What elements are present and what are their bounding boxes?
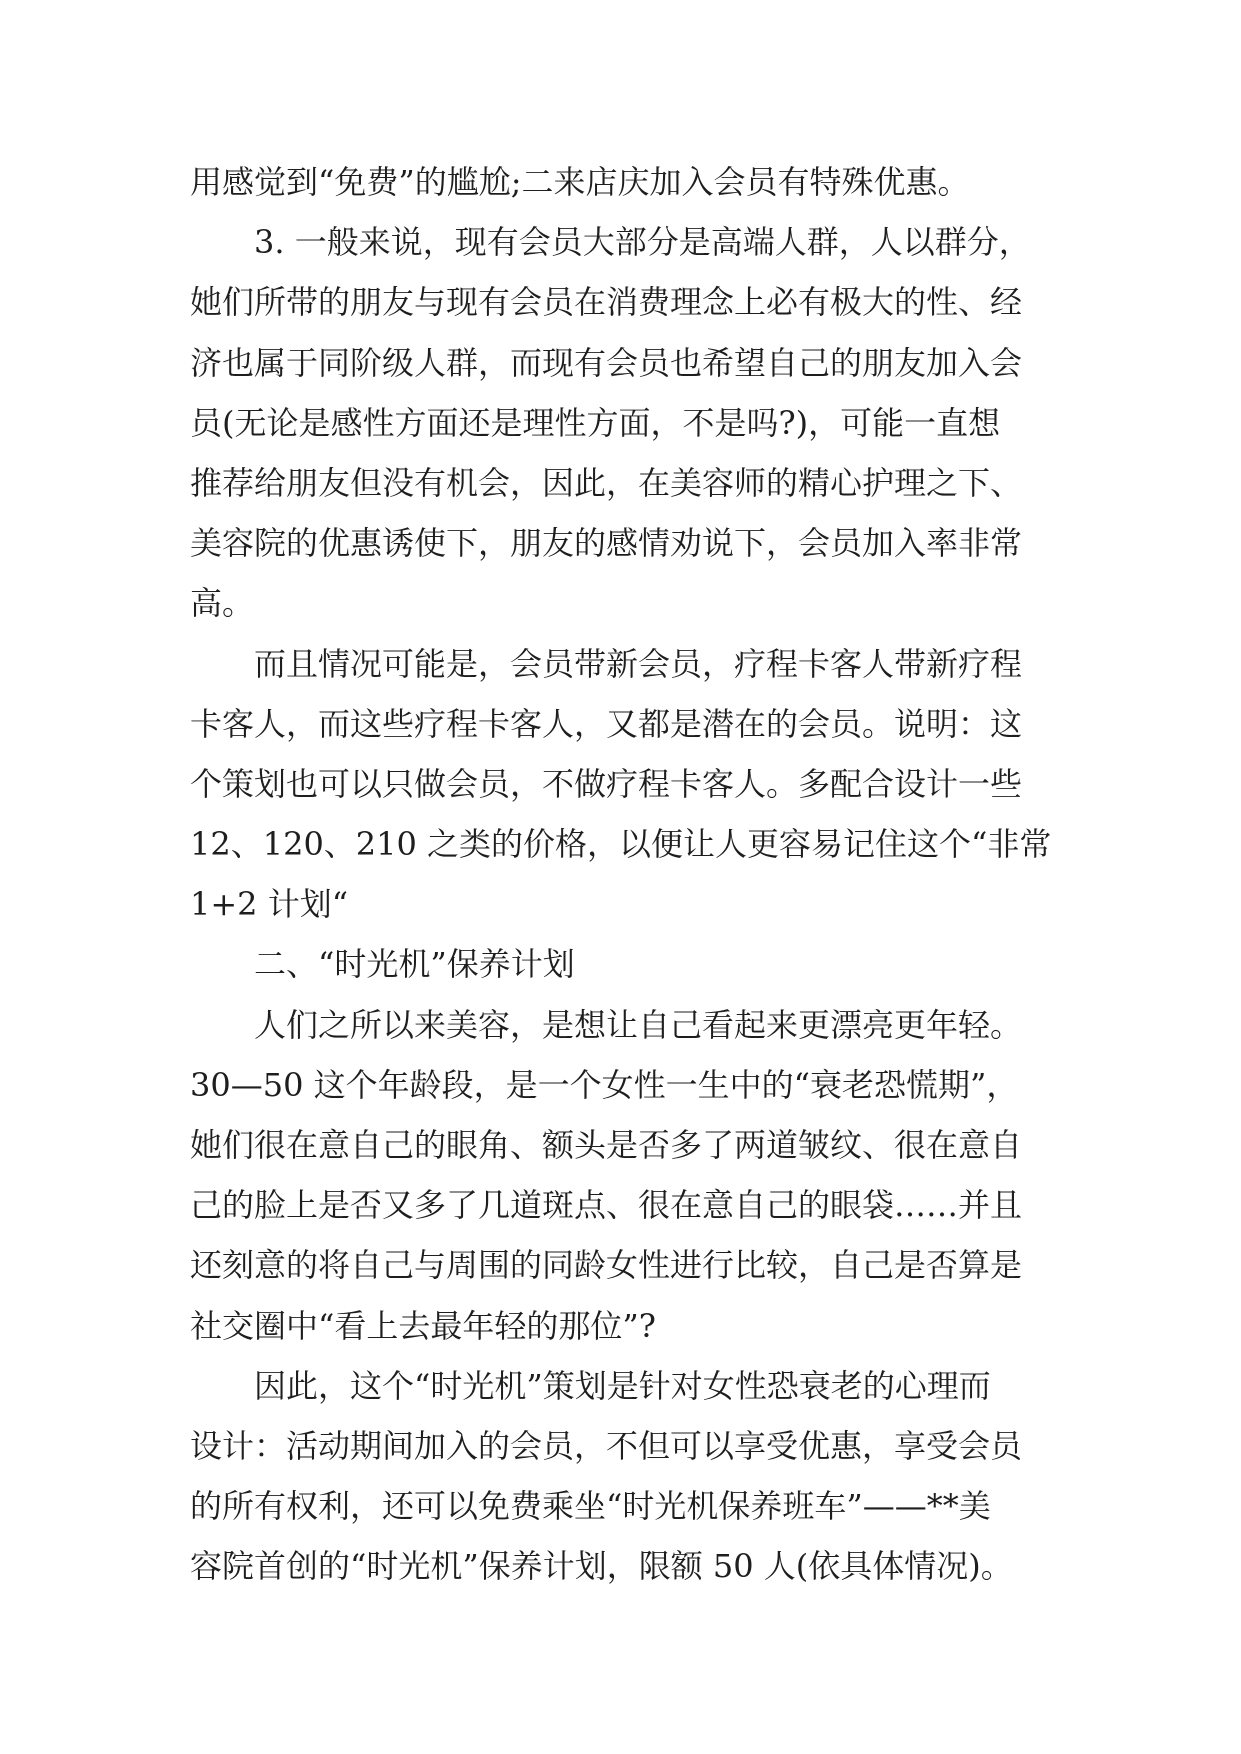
text-line: 还刻意的将自己与周围的同龄女性进行比较，自己是否算是 <box>190 1246 1023 1285</box>
text-line: 因此，这个“时光机”策划是针对女性恐衰老的心理而 <box>254 1366 991 1405</box>
text-line: 卡客人，而这些疗程卡客人，又都是潜在的会员。说明：这 <box>190 704 1023 743</box>
text-line: 12、120、210 之类的价格，以便让人更容易记住这个“非常 <box>190 825 1052 864</box>
text-line: 1+2 计划“ <box>190 885 349 924</box>
text-line: 社交圈中“看上去最年轻的那位”? <box>190 1306 656 1345</box>
section-heading: 二、“时光机”保养计划 <box>254 945 575 984</box>
text-line: 美容院的优惠诱使下，朋友的感情劝说下，会员加入率非常 <box>190 524 1023 563</box>
text-line: 3. 一般来说，现有会员大部分是高端人群，人以群分， <box>254 223 1031 262</box>
text-line: 设计：活动期间加入的会员，不但可以享受优惠，享受会员 <box>190 1426 1023 1465</box>
text-line: 推荐给朋友但没有机会，因此，在美容师的精心护理之下、 <box>190 463 1023 502</box>
text-line: 她们所带的朋友与现有会员在消费理念上必有极大的性、经 <box>190 283 1023 322</box>
text-line: 而且情况可能是，会员带新会员，疗程卡客人带新疗程 <box>254 644 1023 683</box>
text-line: 30—50 这个年龄段，是一个女性一生中的“衰老恐慌期”， <box>190 1065 1019 1104</box>
text-line: 容院首创的“时光机”保养计划，限额 50 人(依具体情况)。 <box>190 1547 1013 1586</box>
text-line: 用感觉到“免费”的尴尬;二来店庆加入会员有特殊优惠。 <box>190 163 970 201</box>
text-line: 人们之所以来美容，是想让自己看起来更漂亮更年轻。 <box>254 1005 1023 1044</box>
text-line: 高。 <box>190 584 255 623</box>
text-line: 她们很在意自己的眼角、额头是否多了两道皱纹、很在意自 <box>190 1126 1023 1164</box>
body-text <box>190 152 1070 1597</box>
text-line: 员(无论是感性方面还是理性方面，不是吗?)，可能一直想 <box>190 403 1001 442</box>
text-line: 的所有权利，还可以免费乘坐“时光机保养班车”——**美 <box>190 1487 991 1526</box>
text-line: 个策划也可以只做会员，不做疗程卡客人。多配合设计一些 <box>190 764 1023 803</box>
text-line: 己的脸上是否又多了几道斑点、很在意自己的眼袋……并且 <box>190 1186 1023 1225</box>
text-line: 济也属于同阶级人群，而现有会员也希望自己的朋友加入会 <box>190 343 1023 382</box>
